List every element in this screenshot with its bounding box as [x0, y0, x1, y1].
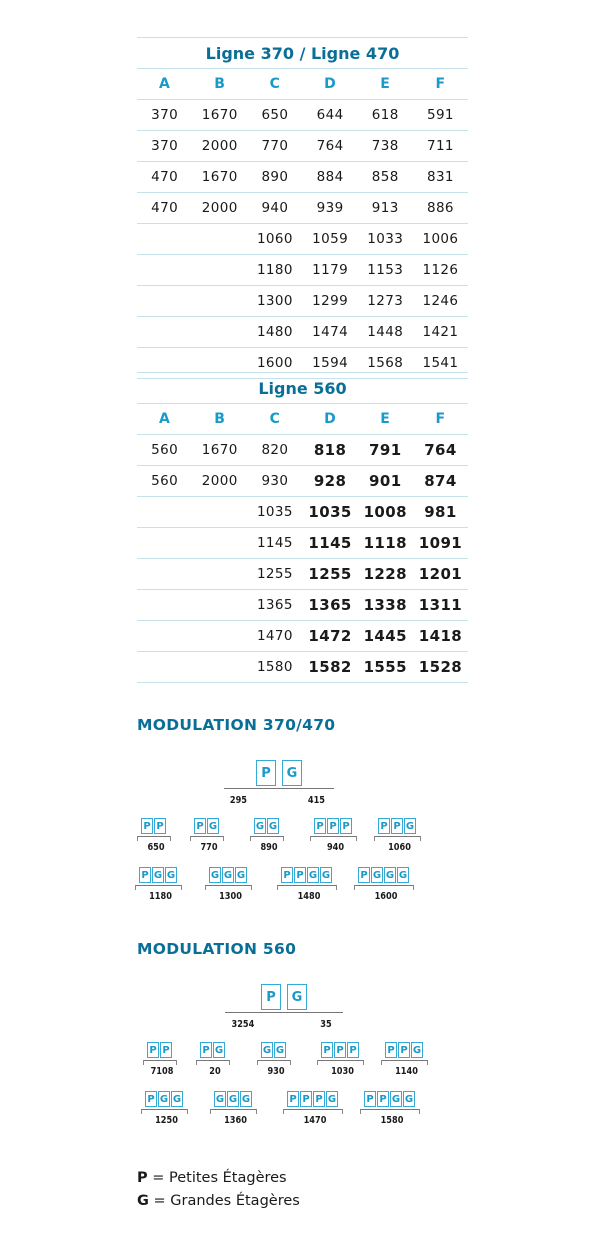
table-cell: 1568: [367, 355, 404, 371]
header-cell: E: [380, 411, 391, 427]
module-width-label: 1580: [380, 1115, 404, 1126]
module-width-label: 7108: [150, 1066, 174, 1077]
shelf-box: G: [240, 1091, 252, 1107]
table-ligne-370-470: [137, 37, 468, 379]
base-left-label: 3254: [231, 1019, 255, 1030]
shelf-box: G: [222, 867, 234, 883]
header-cell: C: [269, 411, 281, 427]
shelf-box: G: [214, 1091, 226, 1107]
table-cell: 644: [316, 107, 344, 123]
module-width-label: 1250: [155, 1115, 178, 1126]
table-cell: 1528: [418, 658, 463, 676]
module-combination: [287, 1091, 343, 1126]
table-cell: 1541: [422, 355, 459, 371]
module-width-label: 650: [147, 842, 165, 853]
shelf-box: G: [326, 1091, 338, 1107]
modulation-560-title: MODULATION 560: [137, 940, 297, 958]
table-cell: 1448: [367, 324, 404, 340]
table-cell: 818: [313, 441, 347, 459]
module-combination: [364, 1091, 420, 1126]
table-cell: 470: [151, 200, 179, 216]
module-width-label: 1480: [297, 891, 321, 902]
legend-item-g: [137, 1193, 300, 1209]
table-cell: 1338: [363, 596, 407, 614]
table-cell: 1118: [363, 534, 407, 552]
table-cell: 650: [261, 107, 289, 123]
module-width-label: 1180: [149, 891, 172, 902]
header-cell: C: [269, 76, 281, 92]
table-row: [137, 192, 468, 223]
table-row: [137, 316, 468, 347]
table-cell: 1480: [256, 324, 293, 340]
shelf-box: P: [391, 818, 403, 834]
module-combination: [358, 867, 414, 902]
table-row: [137, 223, 468, 254]
table-cell: 1472: [308, 627, 352, 645]
table-row: [137, 434, 468, 465]
table-cell: 981: [424, 503, 457, 521]
shelf-box: P: [398, 1042, 410, 1058]
shelf-box: G: [261, 1042, 273, 1058]
module-width-label: 1300: [219, 891, 242, 902]
shelf-box: P: [194, 818, 206, 834]
header-cell: D: [324, 76, 337, 92]
shelf-box: G: [274, 1042, 286, 1058]
module-width-label: 890: [260, 842, 278, 853]
table-cell: 1145: [256, 535, 293, 551]
shelf-box: P: [364, 1091, 376, 1107]
table-row: [137, 620, 468, 651]
table-cell: 928: [313, 472, 347, 490]
table-cell: 1035: [256, 504, 293, 520]
module-width-label: 770: [200, 842, 218, 853]
shelf-box: G: [207, 818, 219, 834]
base-right-label: 35: [320, 1019, 332, 1030]
table-cell: 1670: [201, 442, 238, 458]
table-row: [137, 161, 468, 192]
shelf-box: P: [160, 1042, 172, 1058]
module-width-label: 1600: [374, 891, 398, 902]
shelf-box: G: [158, 1091, 170, 1107]
module-combination: [378, 818, 421, 853]
table-cell: 1008: [363, 503, 407, 521]
shelf-box: G: [165, 867, 177, 883]
table-cell: 1418: [418, 627, 463, 645]
module-combination: [141, 818, 171, 853]
table-cell: 940: [261, 200, 289, 216]
table-cell: 711: [426, 138, 454, 154]
header-cell: F: [435, 411, 446, 427]
legend-text: = Petites Étagères: [147, 1170, 287, 1186]
module-combination: [261, 1042, 291, 1077]
table-cell: 1035: [308, 503, 352, 521]
header-cell: A: [158, 76, 171, 92]
shelf-box: P: [147, 1042, 159, 1058]
base-left-label: 295: [229, 795, 247, 806]
shelf-box: P: [314, 818, 326, 834]
table-cell: 1060: [256, 231, 293, 247]
table-row: [137, 99, 468, 130]
table-cell: 1670: [201, 107, 238, 123]
table-cell: 770: [261, 138, 289, 154]
table-row: [137, 496, 468, 527]
header-cell: D: [324, 411, 337, 427]
shelf-box: G: [227, 1091, 239, 1107]
shelf-box: P: [200, 1042, 212, 1058]
table-cell: 913: [371, 200, 399, 216]
table-cell: 1555: [363, 658, 407, 676]
table-title: Ligne 370 / Ligne 470: [137, 37, 468, 68]
module-width-label: 1140: [395, 1066, 418, 1077]
table-header-row: [137, 403, 468, 434]
table-cell: 591: [426, 107, 454, 123]
table-cell: 858: [371, 169, 399, 185]
table-cell: 1255: [308, 565, 352, 583]
shelf-box: P: [141, 818, 153, 834]
module-width-label: 1360: [224, 1115, 247, 1126]
table-cell: 764: [424, 441, 457, 459]
shelf-box: G: [320, 867, 332, 883]
module-combination: [147, 1042, 177, 1077]
table-cell: 1470: [256, 628, 293, 644]
shelf-box: G: [282, 760, 302, 786]
table-cell: 1273: [367, 293, 404, 309]
legend-item-p: [137, 1170, 287, 1186]
table-header-row: [137, 68, 468, 99]
shelf-box: G: [371, 867, 383, 883]
table-cell: 901: [369, 472, 402, 490]
shelf-box: G: [267, 818, 279, 834]
header-cell: E: [380, 76, 391, 92]
table-row: [137, 285, 468, 316]
module-combination: [139, 867, 182, 902]
shelf-box: G: [384, 867, 396, 883]
shelf-box: P: [358, 867, 370, 883]
shelf-box: G: [213, 1042, 225, 1058]
shelf-box: P: [139, 867, 151, 883]
module-combination: [145, 1091, 188, 1126]
table-row: [137, 558, 468, 589]
module-combination: [200, 1042, 230, 1077]
table-cell: 1228: [363, 565, 407, 583]
module-combination: [194, 818, 224, 853]
table-cell: 820: [261, 442, 289, 458]
table-cell: 1059: [312, 231, 349, 247]
header-cell: F: [435, 76, 446, 92]
table-cell: 370: [151, 138, 179, 154]
shelf-box: G: [390, 1091, 402, 1107]
legend-key: P: [137, 1170, 148, 1186]
table-cell: 2000: [201, 138, 238, 154]
table-cell: 1299: [312, 293, 349, 309]
table-cell: 560: [151, 473, 179, 489]
table-cell: 930: [261, 473, 289, 489]
shelf-box: P: [327, 818, 339, 834]
module-combination: [209, 867, 252, 902]
base-module: [229, 760, 334, 806]
table-cell: 1311: [418, 596, 463, 614]
header-cell: A: [158, 411, 171, 427]
shelf-box: P: [334, 1042, 346, 1058]
table-cell: 1670: [201, 169, 238, 185]
table-cell: 1365: [308, 596, 352, 614]
table-cell: 1365: [256, 597, 293, 613]
module-combination: [321, 1042, 364, 1077]
shelf-box: P: [385, 1042, 397, 1058]
table-row: [137, 254, 468, 285]
shelf-box: P: [281, 867, 293, 883]
module-width-label: 1060: [388, 842, 411, 853]
shelf-box: P: [300, 1091, 312, 1107]
shelf-box: P: [294, 867, 306, 883]
shelf-box: G: [411, 1042, 423, 1058]
shelf-box: G: [287, 984, 307, 1010]
table-cell: 1126: [422, 262, 459, 278]
table-cell: 890: [261, 169, 289, 185]
shelf-box: P: [154, 818, 166, 834]
shelf-box: G: [307, 867, 319, 883]
shelf-box: G: [403, 1091, 415, 1107]
table-cell: 1445: [363, 627, 407, 645]
header-cell: B: [214, 76, 226, 92]
shelf-box: P: [347, 1042, 359, 1058]
table-cell: 1421: [422, 324, 459, 340]
table-cell: 791: [369, 441, 402, 459]
table-row: [137, 465, 468, 496]
table-title: Ligne 560: [137, 372, 468, 403]
table-cell: 560: [151, 442, 179, 458]
shelf-box: G: [209, 867, 221, 883]
module-combination: [281, 867, 337, 902]
table-cell: 1091: [418, 534, 463, 552]
shelf-box: P: [256, 760, 276, 786]
table-ligne-560: [137, 372, 468, 683]
table-cell: 2000: [201, 200, 238, 216]
table-row: [137, 130, 468, 161]
table-cell: 1006: [422, 231, 459, 247]
shelf-box: P: [261, 984, 281, 1010]
module-combination: [254, 818, 284, 853]
shelf-box: P: [287, 1091, 299, 1107]
module-combination: [314, 818, 357, 853]
module-width-label: 930: [267, 1066, 285, 1077]
module-width-label: 1470: [303, 1115, 327, 1126]
base-right-label: 415: [307, 795, 325, 806]
shelf-box: P: [145, 1091, 157, 1107]
shelf-box: P: [321, 1042, 333, 1058]
table-cell: 1300: [256, 293, 293, 309]
table-cell: 370: [151, 107, 179, 123]
table-cell: 831: [426, 169, 454, 185]
table-cell: 1201: [418, 565, 463, 583]
table-cell: 1246: [422, 293, 459, 309]
table-cell: 1582: [308, 658, 352, 676]
module-width-label: 1030: [331, 1066, 354, 1077]
table-cell: 2000: [201, 473, 238, 489]
table-cell: 1179: [312, 262, 349, 278]
shelf-box: G: [254, 818, 266, 834]
table-cell: 1153: [367, 262, 404, 278]
table-row: [137, 589, 468, 620]
module-width-label: 20: [209, 1066, 221, 1077]
table-cell: 1145: [308, 534, 352, 552]
shelf-box: P: [377, 1091, 389, 1107]
table-cell: 884: [316, 169, 344, 185]
module-combination: [214, 1091, 257, 1126]
table-cell: 1180: [256, 262, 293, 278]
shelf-box: G: [171, 1091, 183, 1107]
table-cell: 470: [151, 169, 179, 185]
table-cell: 1594: [312, 355, 349, 371]
shelf-box: P: [340, 818, 352, 834]
legend-key: G: [137, 1193, 149, 1209]
table-cell: 764: [316, 138, 344, 154]
shelf-box: G: [235, 867, 247, 883]
shelf-box: P: [313, 1091, 325, 1107]
table-cell: 1580: [256, 659, 293, 675]
modulation-370-title: MODULATION 370/470: [137, 716, 336, 734]
base-module: [231, 984, 343, 1030]
module-combination: [385, 1042, 428, 1077]
shelf-box: G: [404, 818, 416, 834]
table-cell: 738: [371, 138, 399, 154]
table-cell: 618: [371, 107, 399, 123]
table-cell: 886: [426, 200, 454, 216]
table-row: [137, 651, 468, 683]
shelf-box: P: [378, 818, 390, 834]
table-row: [137, 527, 468, 558]
table-cell: 1255: [256, 566, 293, 582]
shelf-box: G: [397, 867, 409, 883]
table-cell: 939: [316, 200, 344, 216]
table-cell: 1600: [256, 355, 293, 371]
header-cell: B: [214, 411, 226, 427]
table-cell: 1033: [367, 231, 404, 247]
legend-text: = Grandes Étagères: [148, 1193, 300, 1209]
module-width-label: 940: [326, 842, 345, 853]
table-cell: 874: [424, 472, 457, 490]
shelf-box: G: [152, 867, 164, 883]
table-cell: 1474: [312, 324, 349, 340]
